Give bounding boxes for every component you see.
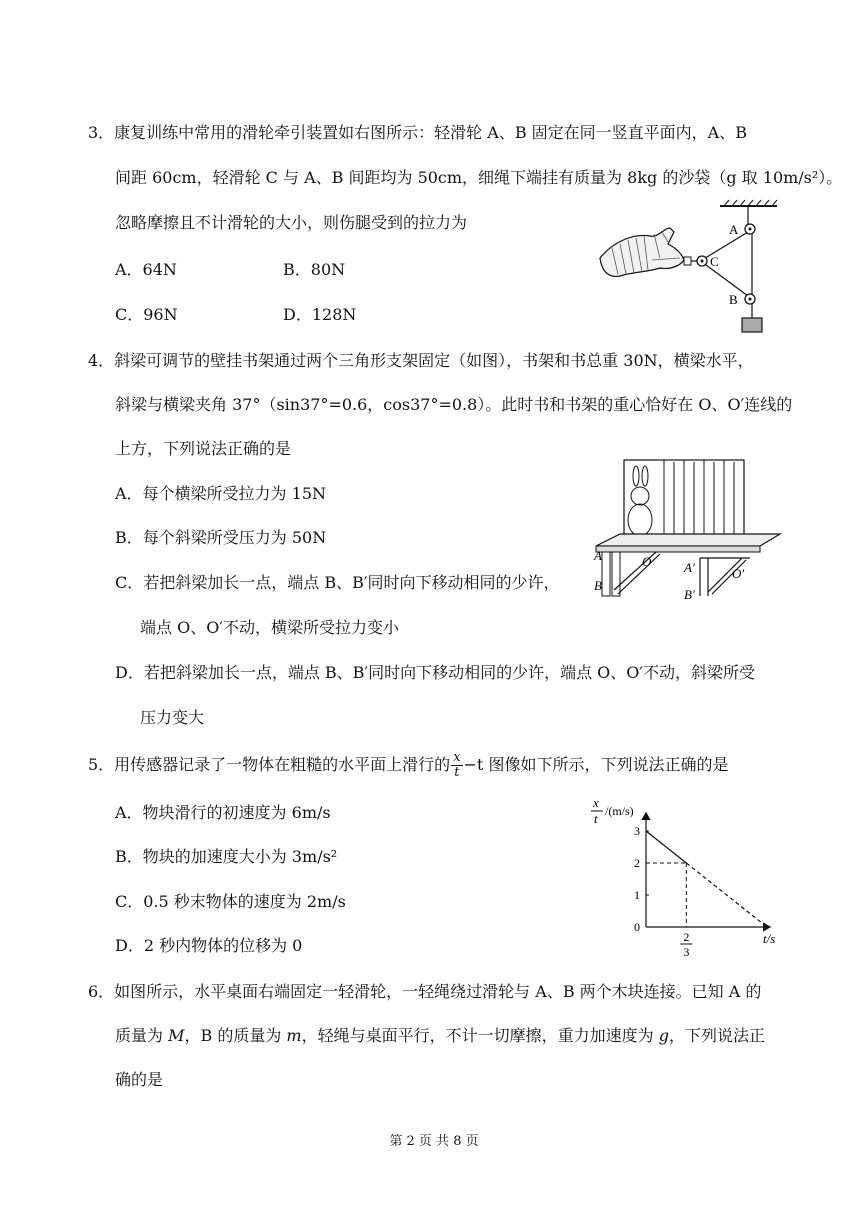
q5-fraction-numerator: x [453, 750, 461, 765]
q4-option-a: A．每个横梁所受拉力为 15N [115, 484, 327, 503]
y-label-unit: /(m/s) [605, 804, 634, 818]
q6-text-c: ，轻绳与桌面平行，不计一切摩擦，重力加速度为 [301, 1026, 659, 1045]
line-segment-solid [646, 831, 686, 863]
y-label-numerator: x [593, 795, 599, 810]
q6-mass-m-small: m [286, 1026, 302, 1045]
label-b: B [594, 578, 602, 593]
q5-fraction [451, 751, 462, 780]
q5-option-c: C．0.5 秒末物体的速度为 2m/s [115, 892, 346, 911]
q4-option-d-line-2: 压力变大 [140, 708, 205, 727]
q3-option-a: A．64N [115, 260, 177, 279]
q6-text-b: ，B 的质量为 [184, 1026, 287, 1045]
q6-line-1: 6．如图所示，水平桌面右端固定一轻滑轮，一轻绳绕过滑轮与 A、B 两个木块连接。已知 A 的 [88, 982, 762, 1001]
bookshelf-figure [590, 454, 788, 606]
q4-line-1: 4．斜梁可调节的壁挂书架通过两个三角形支架固定（如图），书架和书总重 30N，横梁水平， [88, 351, 754, 370]
q3-option-d: D．128N [283, 305, 357, 324]
sandbag [742, 318, 762, 332]
q5-option-d: D．2 秒内物体的位移为 0 [115, 936, 303, 955]
q6-text-d: ，下列说法正 [668, 1026, 765, 1045]
q4-option-d-line-1: D．若把斜梁加长一点，端点 B、B′同时向下移动相同的少许，端点 O、O′不动，斜梁所受 [115, 663, 756, 682]
q4-option-c-line-1: C．若把斜梁加长一点，端点 B、B′同时向下移动相同的少许， [115, 573, 560, 592]
pulley-traction-figure [592, 198, 792, 340]
y-label-denominator: t [594, 811, 598, 826]
label-c: C [710, 254, 719, 269]
label-a: A [729, 222, 739, 237]
x-label: t/s [763, 931, 776, 946]
q3-line-1: 3．康复训练中常用的滑轮牵引装置如右图所示：轻滑轮 A、B 固定在同一竖直平面内，A、B [88, 123, 747, 142]
q6-line-3: 确的是 [115, 1070, 164, 1089]
label-a: A [594, 548, 602, 563]
x-tick-numerator: 2 [683, 930, 690, 944]
q6-gravity-g: g [658, 1026, 669, 1045]
q5-option-b: B．物块的加速度大小为 3m/s² [115, 847, 338, 866]
q3-line-2: 间距 60cm，轻滑轮 C 与 A、B 间距均为 50cm，细绳下端挂有质量为 8kg 的沙袋（g 取 10m/s²）。 [115, 168, 843, 187]
y-tick-label: 1 [634, 888, 640, 902]
label-o: O [642, 554, 652, 569]
line-segment-dashed [686, 863, 767, 927]
y-tick-label: 0 [634, 920, 640, 934]
q4-option-b: B．每个斜梁所受压力为 50N [115, 528, 327, 547]
q5-stem [88, 751, 728, 780]
q5-stem-prefix: 5．用传感器记录了一物体在粗糙的水平面上滑行的 [88, 755, 451, 774]
label-b-prime: B′ [684, 587, 695, 602]
q6-mass-m-capital: M [168, 1026, 185, 1045]
q3-option-b: B．80N [283, 260, 346, 279]
q4-line-2: 斜梁与横梁夹角 37°（sin37°=0.6，cos37°=0.8）。此时书和书架的重心恰好在 O、O′连线的 [115, 395, 793, 414]
q6-text-a: 质量为 [115, 1026, 169, 1045]
label-a-prime: A′ [684, 560, 695, 575]
page-footer: 第 2 页 共 8 页 [389, 1134, 479, 1149]
q4-option-c-line-2: 端点 O、O′不动，横梁所受拉力变小 [140, 618, 399, 637]
label-b: B [729, 292, 738, 307]
y-tick-label: 3 [634, 824, 640, 838]
x-tick-denominator: 3 [683, 945, 690, 959]
q3-option-c: C．96N [115, 305, 178, 324]
xt-t-graph [585, 795, 785, 960]
q5-option-a: A．物块滑行的初速度为 6m/s [115, 803, 331, 822]
q4-line-3: 上方，下列说法正确的是 [115, 439, 292, 458]
q5-fraction-denominator: t [454, 765, 460, 780]
y-tick-label: 2 [634, 856, 640, 870]
q6-line-2 [115, 1025, 765, 1047]
q5-stem-suffix: −t 图像如下所示，下列说法正确的是 [463, 755, 729, 774]
label-o-prime: O′ [732, 566, 745, 581]
q3-line-3: 忽略摩擦且不计滑轮的大小，则伤腿受到的拉力为 [115, 213, 468, 232]
